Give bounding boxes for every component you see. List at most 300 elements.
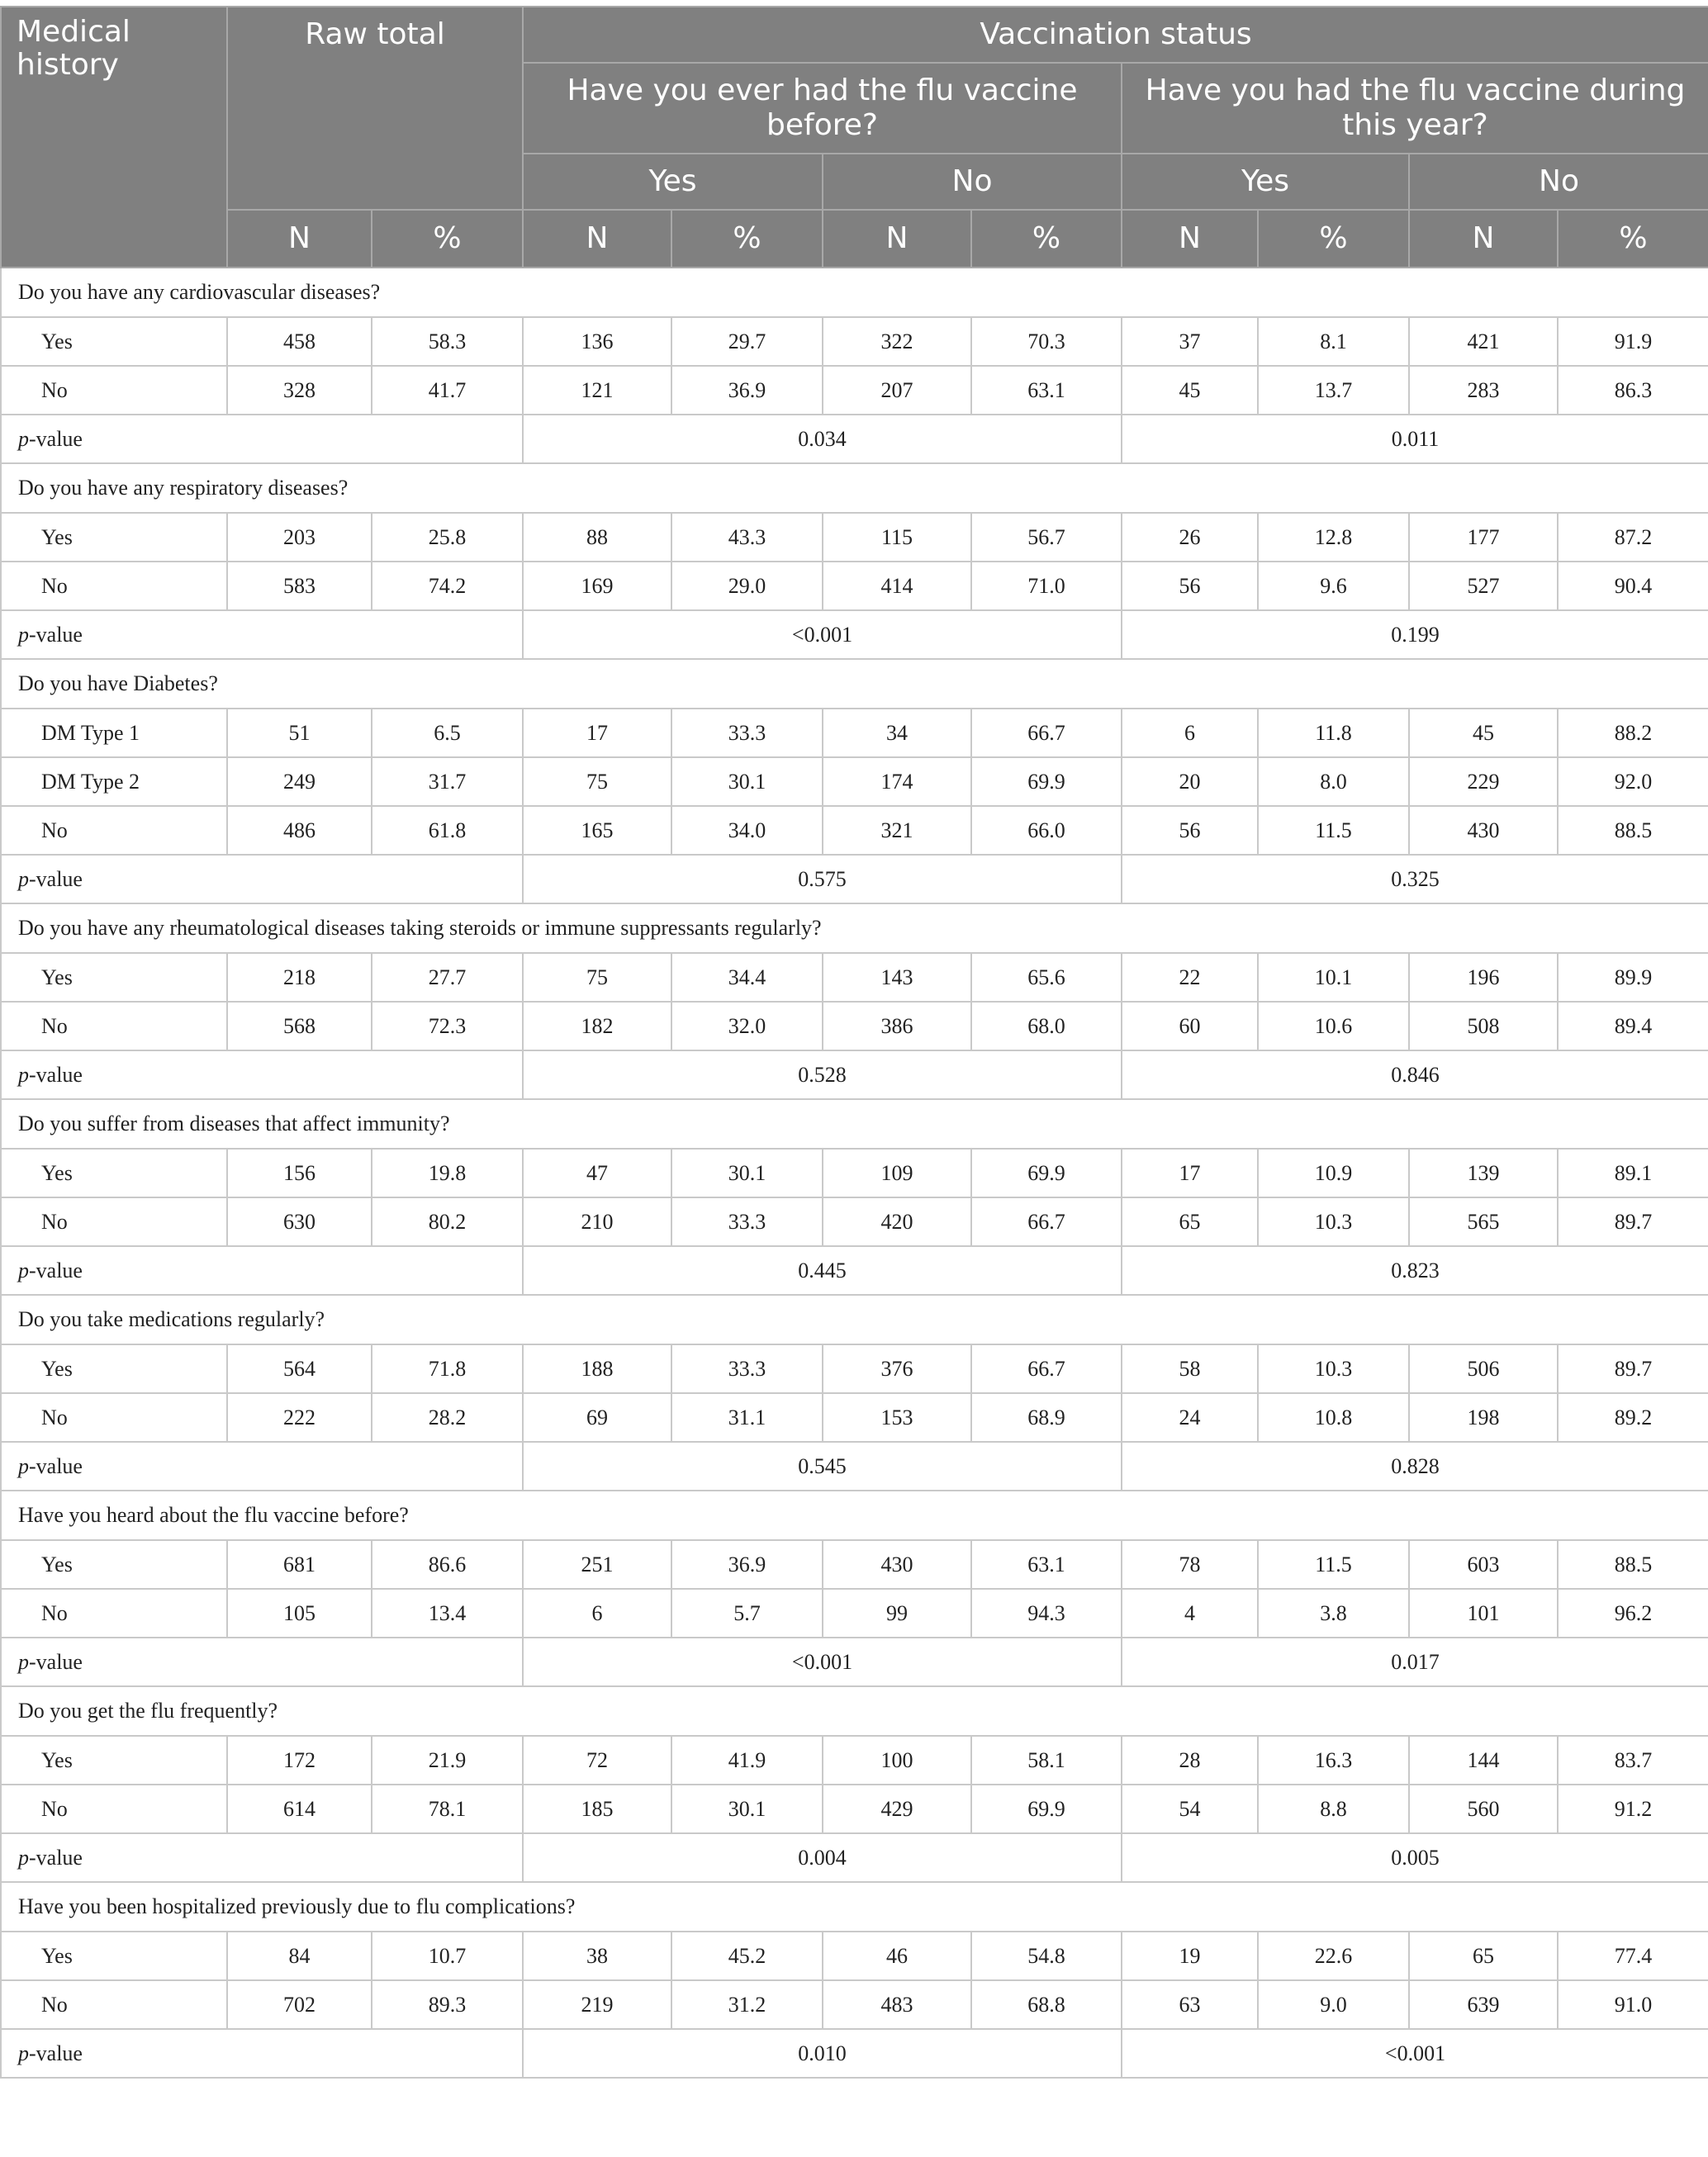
value-cell: 91.2	[1558, 1785, 1708, 1833]
p-value-ever: 0.545	[523, 1442, 1122, 1491]
ever-no-pct-header: %	[971, 210, 1122, 268]
value-cell: 69.9	[971, 1149, 1122, 1197]
value-cell: 20	[1122, 757, 1258, 806]
value-cell: 43.3	[671, 513, 823, 562]
value-cell: 86.3	[1558, 366, 1708, 415]
value-cell: 36.9	[671, 1540, 823, 1589]
year-yes-header: Yes	[1122, 154, 1409, 210]
p-letter: p	[18, 1845, 29, 1870]
p-value-label	[1, 610, 523, 659]
question-cell: Do you take medications regularly?	[1, 1295, 1708, 1344]
value-cell: 321	[823, 806, 971, 855]
value-cell: 75	[523, 953, 671, 1002]
year-no-header: No	[1409, 154, 1708, 210]
value-cell: 30.1	[671, 757, 823, 806]
row-label: No	[1, 1197, 227, 1246]
p-letter: p	[18, 1062, 29, 1087]
value-cell: 45	[1122, 366, 1258, 415]
value-cell: 21.9	[372, 1736, 523, 1785]
question-cell: Do you get the flu frequently?	[1, 1686, 1708, 1736]
value-cell: 100	[823, 1736, 971, 1785]
p-value-row	[1, 2029, 1708, 2078]
value-cell: 34	[823, 709, 971, 757]
value-cell: 88.2	[1558, 709, 1708, 757]
ever-yes-pct-header: %	[671, 210, 823, 268]
value-cell: 219	[523, 1980, 671, 2029]
ever-yes-n-header: N	[523, 210, 671, 268]
value-cell: 527	[1409, 562, 1558, 610]
p-letter: p	[18, 622, 29, 647]
p-value-year: 0.823	[1122, 1246, 1708, 1295]
value-cell: 153	[823, 1393, 971, 1442]
value-cell: 10.1	[1258, 953, 1409, 1002]
p-letter: p	[18, 866, 29, 891]
p-value-row	[1, 1050, 1708, 1099]
value-cell: 198	[1409, 1393, 1558, 1442]
value-cell: 66.0	[971, 806, 1122, 855]
ever-yes-header: Yes	[523, 154, 823, 210]
p-letter: p	[18, 426, 29, 451]
section-row	[1, 903, 1708, 953]
value-cell: 58	[1122, 1344, 1258, 1393]
value-cell: 99	[823, 1589, 971, 1638]
value-cell: 65	[1409, 1932, 1558, 1980]
row-label: No	[1, 562, 227, 610]
question-cell: Do you have any respiratory diseases?	[1, 463, 1708, 513]
value-cell: 32.0	[671, 1002, 823, 1050]
value-cell: 17	[1122, 1149, 1258, 1197]
value-cell: 38	[523, 1932, 671, 1980]
value-cell: 65	[1122, 1197, 1258, 1246]
value-cell: 89.7	[1558, 1344, 1708, 1393]
value-cell: 560	[1409, 1785, 1558, 1833]
value-cell: 69.9	[971, 757, 1122, 806]
value-cell: 41.9	[671, 1736, 823, 1785]
value-cell: 91.0	[1558, 1980, 1708, 2029]
value-cell: 218	[227, 953, 372, 1002]
value-cell: 58.3	[372, 317, 523, 366]
table-body	[1, 268, 1708, 2078]
medical-history-table	[0, 6, 1708, 2079]
p-value-ever: 0.004	[523, 1833, 1122, 1882]
p-suffix: -value	[29, 1062, 83, 1087]
value-cell: 29.0	[671, 562, 823, 610]
value-cell: 56.7	[971, 513, 1122, 562]
value-cell: 222	[227, 1393, 372, 1442]
row-label: Yes	[1, 1736, 227, 1785]
value-cell: 565	[1409, 1197, 1558, 1246]
raw-total-header: Raw total	[227, 7, 523, 210]
p-value-row	[1, 855, 1708, 903]
year-yes-pct-header: %	[1258, 210, 1409, 268]
table-row	[1, 757, 1708, 806]
value-cell: 74.2	[372, 562, 523, 610]
value-cell: 45.2	[671, 1932, 823, 1980]
value-cell: 56	[1122, 806, 1258, 855]
p-value-label	[1, 1050, 523, 1099]
value-cell: 91.9	[1558, 317, 1708, 366]
value-cell: 420	[823, 1197, 971, 1246]
value-cell: 583	[227, 562, 372, 610]
value-cell: 4	[1122, 1589, 1258, 1638]
ever-no-n-header: N	[823, 210, 971, 268]
value-cell: 6	[1122, 709, 1258, 757]
table-row	[1, 1197, 1708, 1246]
p-value-year: 0.325	[1122, 855, 1708, 903]
table-header	[1, 7, 1708, 268]
value-cell: 33.3	[671, 1344, 823, 1393]
value-cell: 37	[1122, 317, 1258, 366]
p-suffix: -value	[29, 1649, 83, 1674]
value-cell: 61.8	[372, 806, 523, 855]
value-cell: 63.1	[971, 1540, 1122, 1589]
value-cell: 69.9	[971, 1785, 1122, 1833]
value-cell: 630	[227, 1197, 372, 1246]
table-row	[1, 317, 1708, 366]
p-value-row	[1, 1638, 1708, 1686]
value-cell: 68.9	[971, 1393, 1122, 1442]
question-cell: Do you have Diabetes?	[1, 659, 1708, 709]
value-cell: 8.8	[1258, 1785, 1409, 1833]
value-cell: 11.5	[1258, 806, 1409, 855]
row-label: Yes	[1, 317, 227, 366]
table-row	[1, 1344, 1708, 1393]
value-cell: 506	[1409, 1344, 1558, 1393]
ever-vaccinated-header: Have you ever had the flu vaccine before?	[523, 63, 1122, 154]
value-cell: 458	[227, 317, 372, 366]
section-row	[1, 1882, 1708, 1932]
value-cell: 421	[1409, 317, 1558, 366]
table-row	[1, 1589, 1708, 1638]
value-cell: 75	[523, 757, 671, 806]
table-row	[1, 1736, 1708, 1785]
value-cell: 10.9	[1258, 1149, 1409, 1197]
value-cell: 33.3	[671, 709, 823, 757]
row-label: No	[1, 366, 227, 415]
question-cell: Do you suffer from diseases that affect immunity?	[1, 1099, 1708, 1149]
p-suffix: -value	[29, 426, 83, 451]
p-value-row	[1, 1833, 1708, 1882]
p-letter: p	[18, 1453, 29, 1478]
value-cell: 66.7	[971, 1197, 1122, 1246]
value-cell: 89.9	[1558, 953, 1708, 1002]
value-cell: 63.1	[971, 366, 1122, 415]
p-value-ever: 0.575	[523, 855, 1122, 903]
table-row	[1, 1393, 1708, 1442]
value-cell: 22	[1122, 953, 1258, 1002]
value-cell: 6.5	[372, 709, 523, 757]
value-cell: 143	[823, 953, 971, 1002]
value-cell: 210	[523, 1197, 671, 1246]
p-value-label	[1, 1638, 523, 1686]
value-cell: 229	[1409, 757, 1558, 806]
value-cell: 144	[1409, 1736, 1558, 1785]
value-cell: 34.0	[671, 806, 823, 855]
year-no-pct-header: %	[1558, 210, 1708, 268]
value-cell: 251	[523, 1540, 671, 1589]
value-cell: 54.8	[971, 1932, 1122, 1980]
value-cell: 88.5	[1558, 806, 1708, 855]
row-label: No	[1, 1002, 227, 1050]
value-cell: 564	[227, 1344, 372, 1393]
value-cell: 68.8	[971, 1980, 1122, 2029]
p-value-ever: 0.010	[523, 2029, 1122, 2078]
value-cell: 681	[227, 1540, 372, 1589]
ever-no-header: No	[823, 154, 1122, 210]
question-cell: Do you have any rheumatological diseases taking steroids or immune suppressants regularly?	[1, 903, 1708, 953]
value-cell: 196	[1409, 953, 1558, 1002]
value-cell: 54	[1122, 1785, 1258, 1833]
p-letter: p	[18, 2041, 29, 2065]
value-cell: 105	[227, 1589, 372, 1638]
value-cell: 29.7	[671, 317, 823, 366]
p-value-year: 0.011	[1122, 415, 1708, 463]
value-cell: 89.1	[1558, 1149, 1708, 1197]
value-cell: 322	[823, 317, 971, 366]
value-cell: 429	[823, 1785, 971, 1833]
value-cell: 34.4	[671, 953, 823, 1002]
value-cell: 328	[227, 366, 372, 415]
value-cell: 11.5	[1258, 1540, 1409, 1589]
value-cell: 28.2	[372, 1393, 523, 1442]
value-cell: 36.9	[671, 366, 823, 415]
row-label: No	[1, 1785, 227, 1833]
value-cell: 47	[523, 1149, 671, 1197]
section-row	[1, 1099, 1708, 1149]
value-cell: 109	[823, 1149, 971, 1197]
value-cell: 11.8	[1258, 709, 1409, 757]
value-cell: 207	[823, 366, 971, 415]
value-cell: 31.7	[372, 757, 523, 806]
value-cell: 9.0	[1258, 1980, 1409, 2029]
row-label: Yes	[1, 1344, 227, 1393]
p-value-label	[1, 1442, 523, 1491]
value-cell: 28	[1122, 1736, 1258, 1785]
value-cell: 26	[1122, 513, 1258, 562]
row-label: No	[1, 1589, 227, 1638]
row-label: No	[1, 1980, 227, 2029]
value-cell: 9.6	[1258, 562, 1409, 610]
value-cell: 414	[823, 562, 971, 610]
value-cell: 430	[823, 1540, 971, 1589]
value-cell: 27.7	[372, 953, 523, 1002]
value-cell: 87.2	[1558, 513, 1708, 562]
value-cell: 30.1	[671, 1149, 823, 1197]
value-cell: 88.5	[1558, 1540, 1708, 1589]
raw-pct-header: %	[372, 210, 523, 268]
value-cell: 614	[227, 1785, 372, 1833]
value-cell: 56	[1122, 562, 1258, 610]
p-value-ever: <0.001	[523, 610, 1122, 659]
value-cell: 89.3	[372, 1980, 523, 2029]
p-suffix: -value	[29, 1453, 83, 1478]
row-label: Yes	[1, 1149, 227, 1197]
table-row	[1, 953, 1708, 1002]
value-cell: 19.8	[372, 1149, 523, 1197]
p-value-year: 0.828	[1122, 1442, 1708, 1491]
value-cell: 6	[523, 1589, 671, 1638]
year-yes-n-header: N	[1122, 210, 1258, 268]
table-row	[1, 1785, 1708, 1833]
value-cell: 430	[1409, 806, 1558, 855]
value-cell: 177	[1409, 513, 1558, 562]
value-cell: 136	[523, 317, 671, 366]
table-row	[1, 366, 1708, 415]
value-cell: 66.7	[971, 1344, 1122, 1393]
value-cell: 139	[1409, 1149, 1558, 1197]
value-cell: 41.7	[372, 366, 523, 415]
p-value-label	[1, 1833, 523, 1882]
value-cell: 96.2	[1558, 1589, 1708, 1638]
value-cell: 10.3	[1258, 1197, 1409, 1246]
row-label: DM Type 1	[1, 709, 227, 757]
value-cell: 89.2	[1558, 1393, 1708, 1442]
section-row	[1, 463, 1708, 513]
value-cell: 66.7	[971, 709, 1122, 757]
value-cell: 249	[227, 757, 372, 806]
value-cell: 45	[1409, 709, 1558, 757]
value-cell: 508	[1409, 1002, 1558, 1050]
value-cell: 30.1	[671, 1785, 823, 1833]
value-cell: 486	[227, 806, 372, 855]
p-value-ever: <0.001	[523, 1638, 1122, 1686]
value-cell: 65.6	[971, 953, 1122, 1002]
p-value-year: 0.017	[1122, 1638, 1708, 1686]
row-label: Yes	[1, 1540, 227, 1589]
table-row	[1, 1002, 1708, 1050]
value-cell: 639	[1409, 1980, 1558, 2029]
section-row	[1, 268, 1708, 317]
year-no-n-header: N	[1409, 210, 1558, 268]
value-cell: 5.7	[671, 1589, 823, 1638]
row-label: Yes	[1, 953, 227, 1002]
p-value-year: 0.005	[1122, 1833, 1708, 1882]
p-suffix: -value	[29, 622, 83, 647]
value-cell: 165	[523, 806, 671, 855]
value-cell: 16.3	[1258, 1736, 1409, 1785]
value-cell: 203	[227, 513, 372, 562]
value-cell: 83.7	[1558, 1736, 1708, 1785]
p-value-ever: 0.445	[523, 1246, 1122, 1295]
p-value-ever: 0.528	[523, 1050, 1122, 1099]
value-cell: 92.0	[1558, 757, 1708, 806]
value-cell: 13.7	[1258, 366, 1409, 415]
p-letter: p	[18, 1258, 29, 1282]
value-cell: 51	[227, 709, 372, 757]
row-label: Yes	[1, 513, 227, 562]
value-cell: 169	[523, 562, 671, 610]
value-cell: 10.7	[372, 1932, 523, 1980]
value-cell: 33.3	[671, 1197, 823, 1246]
p-value-row	[1, 415, 1708, 463]
question-cell: Have you heard about the flu vaccine before?	[1, 1491, 1708, 1540]
row-label: Yes	[1, 1932, 227, 1980]
p-suffix: -value	[29, 1845, 83, 1870]
value-cell: 24	[1122, 1393, 1258, 1442]
value-cell: 78	[1122, 1540, 1258, 1589]
value-cell: 17	[523, 709, 671, 757]
p-value-row	[1, 610, 1708, 659]
value-cell: 71.8	[372, 1344, 523, 1393]
value-cell: 80.2	[372, 1197, 523, 1246]
value-cell: 70.3	[971, 317, 1122, 366]
table-row	[1, 513, 1708, 562]
p-value-label	[1, 2029, 523, 2078]
section-row	[1, 1686, 1708, 1736]
value-cell: 31.1	[671, 1393, 823, 1442]
question-cell: Have you been hospitalized previously due to flu complications?	[1, 1882, 1708, 1932]
value-cell: 156	[227, 1149, 372, 1197]
value-cell: 172	[227, 1736, 372, 1785]
value-cell: 72	[523, 1736, 671, 1785]
value-cell: 188	[523, 1344, 671, 1393]
value-cell: 8.1	[1258, 317, 1409, 366]
value-cell: 10.3	[1258, 1344, 1409, 1393]
value-cell: 22.6	[1258, 1932, 1409, 1980]
value-cell: 10.6	[1258, 1002, 1409, 1050]
raw-n-header: N	[227, 210, 372, 268]
value-cell: 12.8	[1258, 513, 1409, 562]
p-letter: p	[18, 1649, 29, 1674]
p-value-label	[1, 855, 523, 903]
question-cell: Do you have any cardiovascular diseases?	[1, 268, 1708, 317]
p-value-year: <0.001	[1122, 2029, 1708, 2078]
value-cell: 376	[823, 1344, 971, 1393]
value-cell: 10.8	[1258, 1393, 1409, 1442]
value-cell: 77.4	[1558, 1932, 1708, 1980]
value-cell: 174	[823, 757, 971, 806]
p-value-row	[1, 1442, 1708, 1491]
vaccination-status-header: Vaccination status	[523, 7, 1708, 63]
value-cell: 8.0	[1258, 757, 1409, 806]
section-row	[1, 1491, 1708, 1540]
row-label: No	[1, 806, 227, 855]
value-cell: 115	[823, 513, 971, 562]
value-cell: 121	[523, 366, 671, 415]
p-value-label	[1, 415, 523, 463]
value-cell: 3.8	[1258, 1589, 1409, 1638]
value-cell: 568	[227, 1002, 372, 1050]
value-cell: 88	[523, 513, 671, 562]
p-value-label	[1, 1246, 523, 1295]
value-cell: 13.4	[372, 1589, 523, 1638]
value-cell: 90.4	[1558, 562, 1708, 610]
p-value-ever: 0.034	[523, 415, 1122, 463]
value-cell: 58.1	[971, 1736, 1122, 1785]
value-cell: 94.3	[971, 1589, 1122, 1638]
value-cell: 78.1	[372, 1785, 523, 1833]
p-value-year: 0.199	[1122, 610, 1708, 659]
value-cell: 25.8	[372, 513, 523, 562]
value-cell: 84	[227, 1932, 372, 1980]
value-cell: 283	[1409, 366, 1558, 415]
table-row	[1, 1980, 1708, 2029]
p-suffix: -value	[29, 2041, 83, 2065]
value-cell: 483	[823, 1980, 971, 2029]
value-cell: 69	[523, 1393, 671, 1442]
table-row	[1, 709, 1708, 757]
value-cell: 185	[523, 1785, 671, 1833]
value-cell: 182	[523, 1002, 671, 1050]
p-value-row	[1, 1246, 1708, 1295]
value-cell: 60	[1122, 1002, 1258, 1050]
p-suffix: -value	[29, 1258, 83, 1282]
this-year-header: Have you had the flu vaccine during this year?	[1122, 63, 1708, 154]
value-cell: 19	[1122, 1932, 1258, 1980]
value-cell: 702	[227, 1980, 372, 2029]
table-row	[1, 1149, 1708, 1197]
section-row	[1, 659, 1708, 709]
